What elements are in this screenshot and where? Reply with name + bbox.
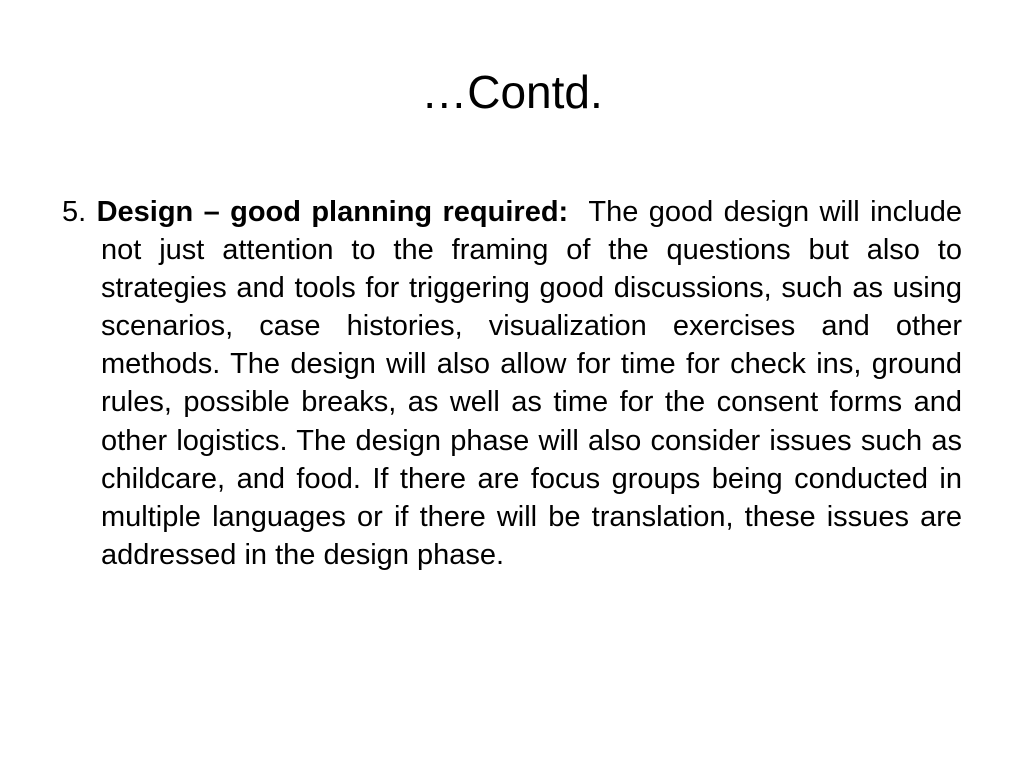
- item-text: The good design will include not just attention to the framing of the questions but also to strategies and tools for triggering good discussions, such as using scenarios, case histories, visualization exercises and other methods. The design will also allow for time for check ins, ground rules, possible breaks, as well as time for the consent forms and other logistics. The design phase will also consider issues such as childcare, and food. If there are focus groups being conducted in multiple languages or if there will be translation, these issues are addressed in the design phase.: [101, 196, 963, 571]
- item-heading: Design – good planning required:: [96, 196, 569, 228]
- slide-title: …Contd.: [421, 66, 603, 118]
- item-number: 5.: [62, 196, 87, 228]
- content-paragraph: [62, 193, 962, 574]
